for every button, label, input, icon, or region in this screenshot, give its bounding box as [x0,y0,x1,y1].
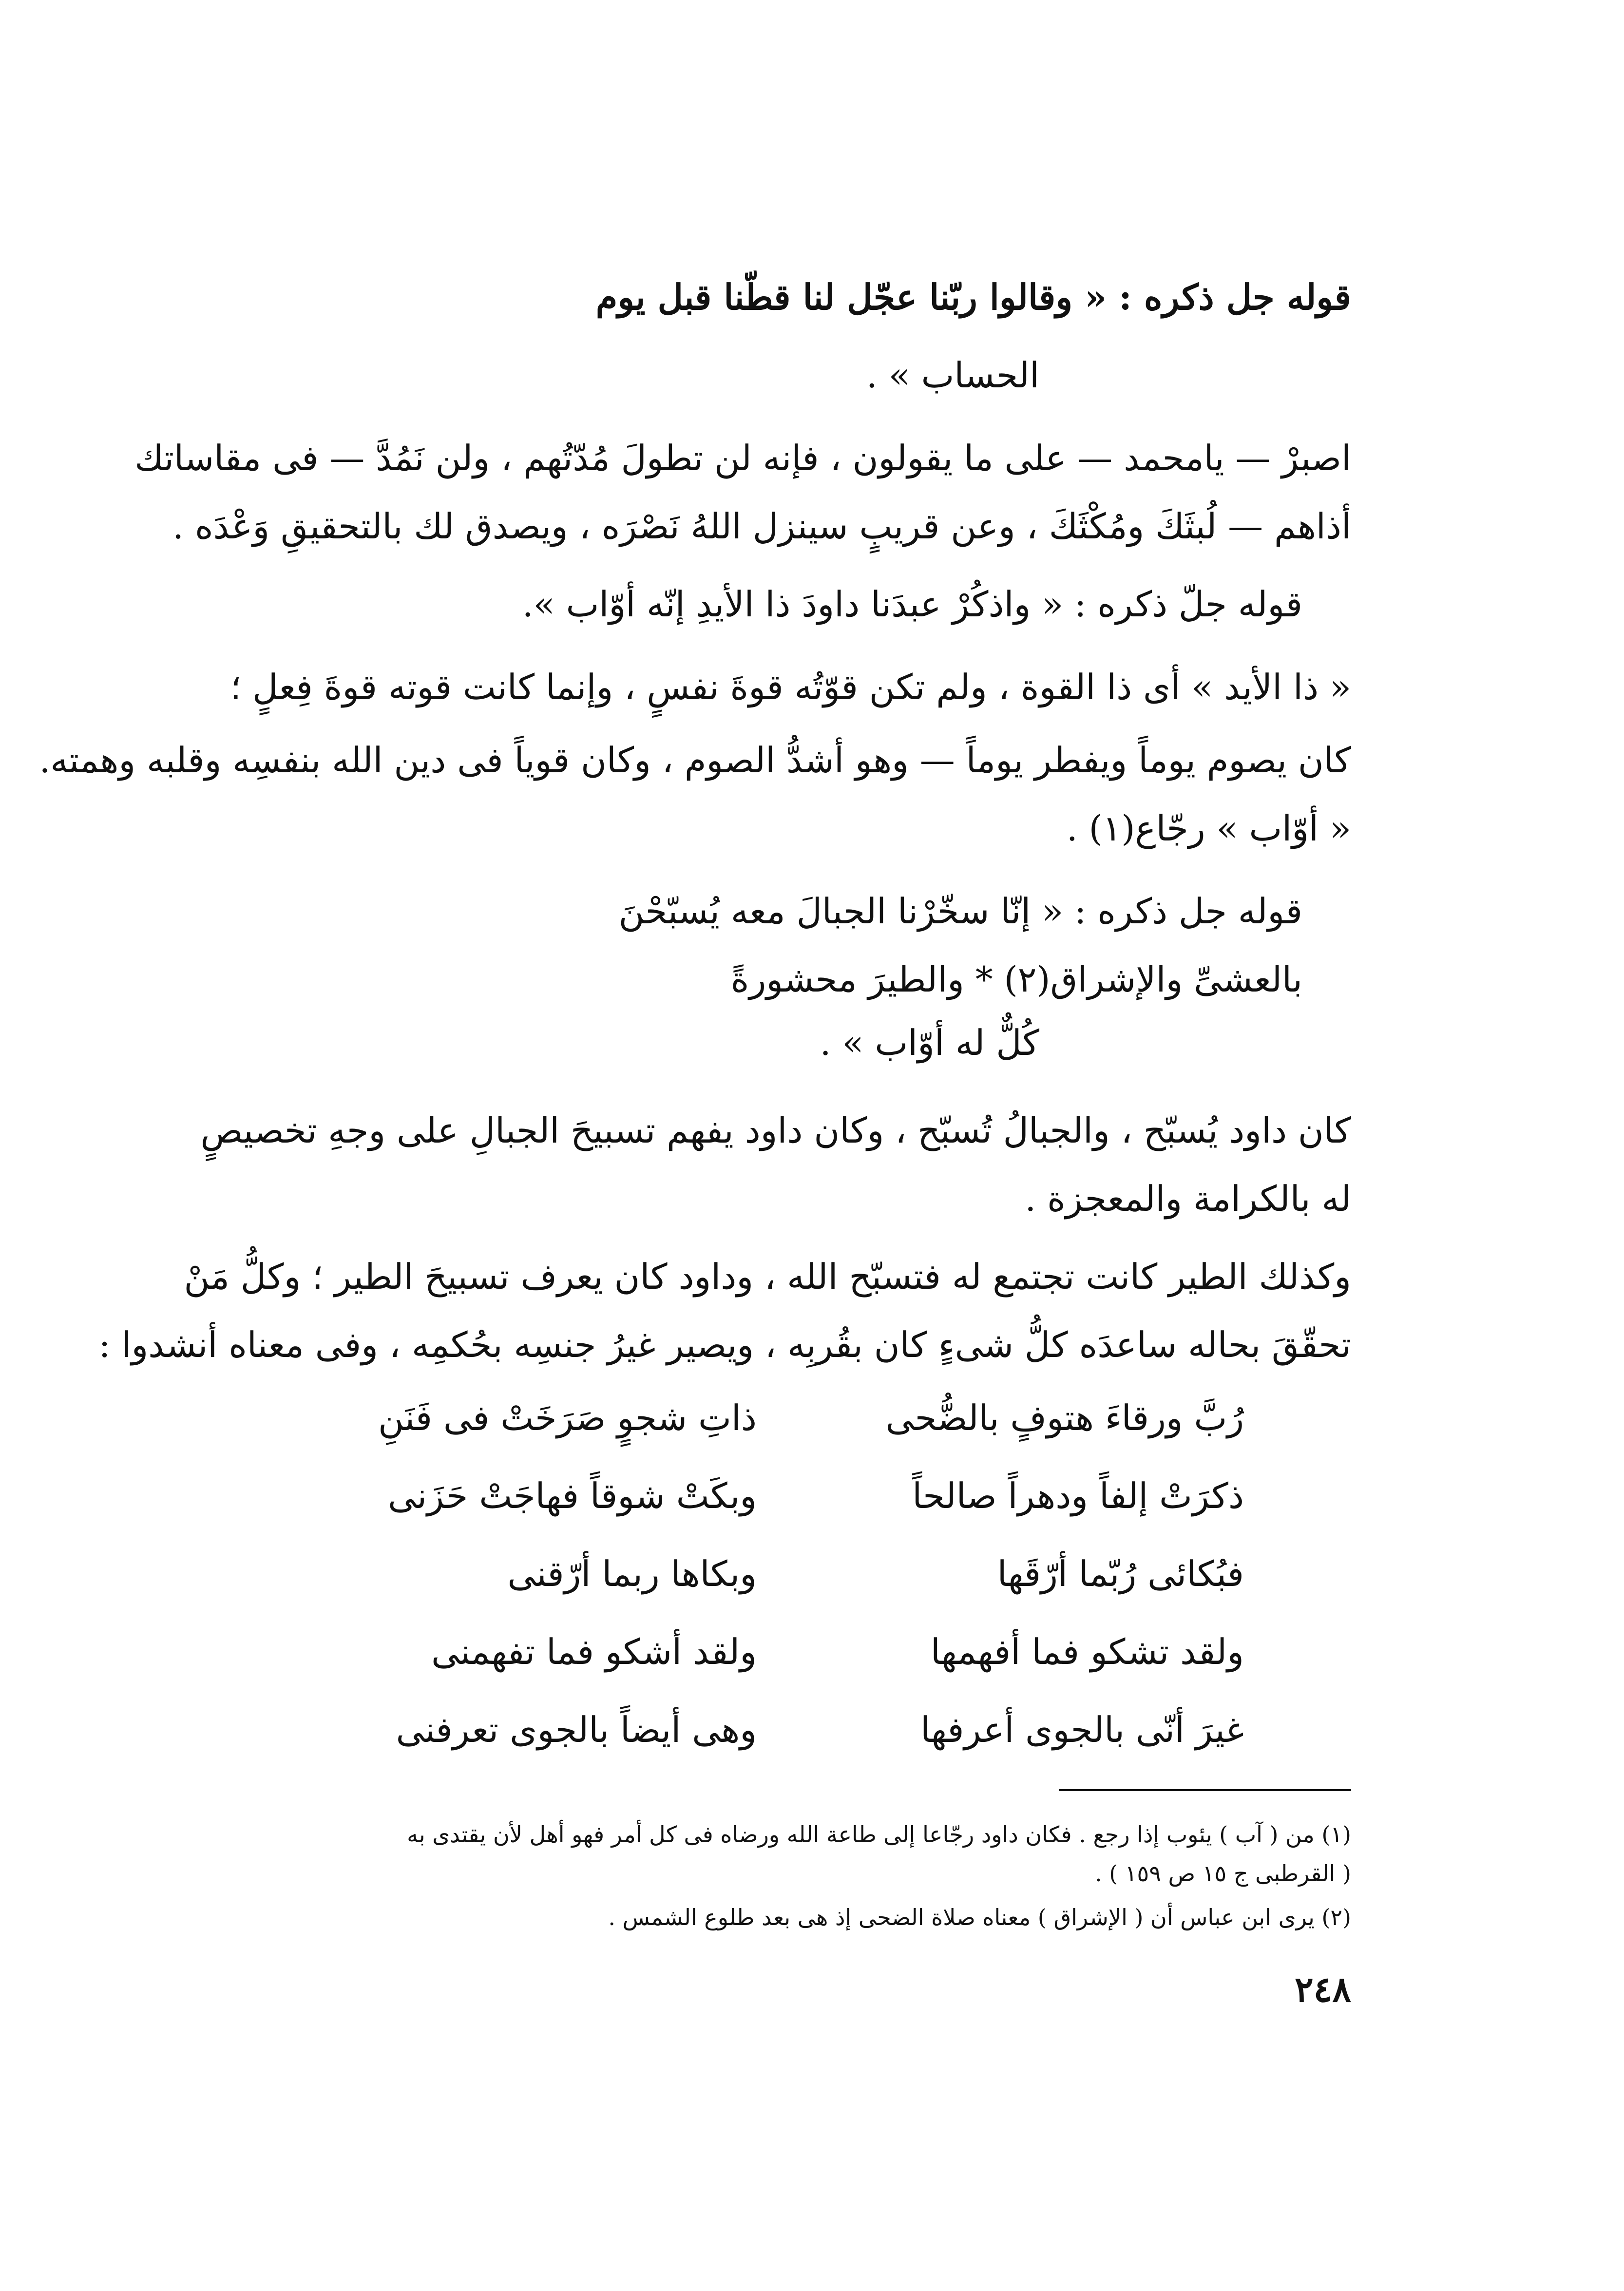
poem-hemistich: ولقد تشكو فما أفهمها [930,1631,1244,1672]
poem-verse [367,1394,1244,1442]
poem-hemistich: ذاتِ شجوٍ صَرَخَتْ فى فَنَنِ [378,1397,757,1438]
footnote-separator [1059,1789,1351,1791]
footnote: (١) من ( آب ) يئوب إذا رجع . فكان داود رجّاعا إلى طاعة الله ورضاه فى كل أمر فهو أهل لأن يقتدى به [407,1821,1351,1848]
commentary-line: كان داود يُسبّح ، والجبالُ تُسبّح ، وكان داود يفهم تسبيحَ الجبالِ على وجهِ تخصيصٍ [200,1110,1351,1151]
verse-heading-line: بالعشىِّ والإشراق(٢) * والطيرَ محشورةً [730,959,1302,1000]
poem-verse [367,1549,1244,1598]
verse-heading-line: قوله جلّ ذكره : « واذكُرْ عبدَنا داودَ ذا الأيدِ إنّه أوّاب ». [522,584,1302,625]
footnote: (٢) يرى ابن عباس أن ( الإشراق ) معناه صلاة الضحى إذ هى بعد طلوع الشمس . [608,1904,1351,1930]
poem-hemistich: رُبَّ ورقاءَ هتوفٍ بالضُّحى [885,1397,1244,1438]
poem-hemistich: ذكرَتْ إلفاً ودهراً صالحاً [912,1475,1244,1516]
poem-verse [367,1627,1244,1676]
verse-heading-line: قوله جل ذكره : « وقالوا ربّنا عجّل لنا قطّنا قبل يوم [595,276,1351,318]
verse-heading-line: قوله جل ذكره : « إنّا سخّرْنا الجبالَ معه يُسبّحْنَ [618,891,1302,932]
commentary-line: كان يصوم يوماً ويفطر يوماً — وهو أشدُّ الصوم ، وكان قوياً فى دين الله بنفسِه وقلبه وهمته. [39,740,1351,781]
commentary-line: « ذا الأيد » أى ذا القوة ، ولم تكن قوّتُه قوةَ نفسٍ ، وإنما كانت قوته قوةَ فِعلٍ ؛ [230,667,1351,707]
commentary-line: « أوّاب » رجّاع(١) . [1066,808,1351,849]
poem-hemistich: وبكاها ربما أرّقنى [507,1553,757,1594]
footnote: ( القرطبى ج ١٥ ص ١٥٩ ) . [1094,1860,1351,1887]
poem-hemistich: وهى أيضاً بالجوى تعرفنى [396,1709,757,1750]
poem-verse [367,1471,1244,1520]
commentary-line: اصبرْ — يامحمد — على ما يقولون ، فإنه لن تطولَ مُدّتُهم ، ولن نَمُدَّ — فى مقاساتك [134,438,1351,478]
verse-heading-line: الحساب » . [866,355,1039,396]
commentary-line: وكذلك الطير كانت تجتمع له فتسبّح الله ، وداود كان يعرف تسبيحَ الطير ؛ وكلُّ مَنْ [184,1256,1351,1297]
commentary-line: أذاهم — لُبثَكَ ومُكْثَكَ ، وعن قريبٍ سينزل اللهُ نَصْرَه ، ويصدق لك بالتحقيقِ وَعْدَه . [172,506,1351,547]
poem-hemistich: وبكَتْ شوقاً فهاجَتْ حَزَنى [388,1475,757,1516]
poem-hemistich: ولقد أشكو فما تفهمنى [431,1631,757,1672]
page-number: ٢٤٨ [1294,1968,1351,2010]
commentary-line: له بالكرامة والمعجزة . [1025,1178,1351,1219]
poem-verse [367,1705,1244,1754]
poem-hemistich: فبُكائى رُبّما أرّقَها [997,1553,1244,1594]
commentary-line: تحقّقَ بحاله ساعدَه كلُّ شىءٍ كان بقُربِه ، ويصير غيرُ جنسِه بحُكمِه ، وفى معناه أنشدوا : [98,1324,1351,1365]
poem-hemistich: غيرَ أنّى بالجوى أعرفها [920,1709,1244,1750]
verse-heading-line: كُلٌّ له أوّاب » . [820,1022,1039,1063]
